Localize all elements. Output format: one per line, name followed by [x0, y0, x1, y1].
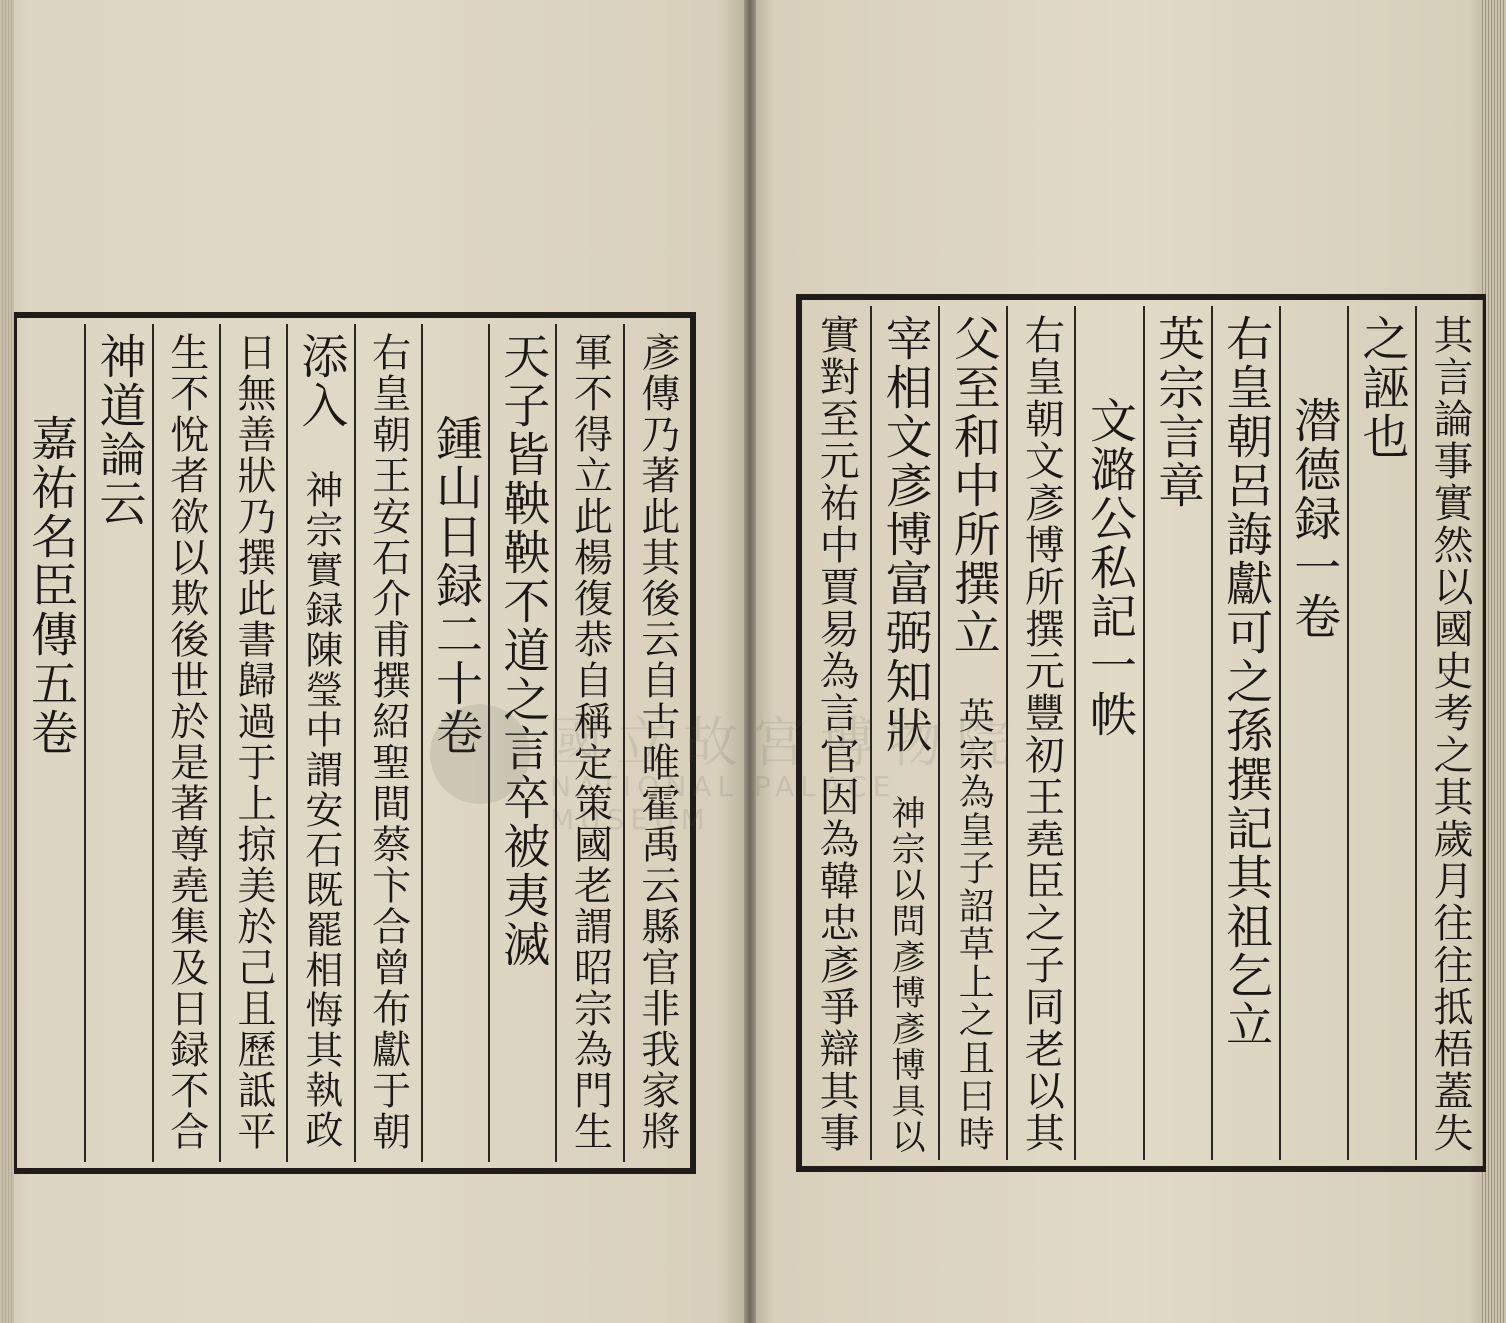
column-text: 其言論事實然以國史考之其歲月往往抵梧蓋失 — [1426, 314, 1473, 1154]
column-text: 軍不得立此楊復恭自稱定策國老謂昭宗為門生 — [567, 332, 613, 1152]
watermark-chinese: 國立故宮博物院 — [548, 711, 1024, 774]
column-text-indented: 鍾山日録二十卷 — [427, 414, 483, 757]
text-column — [1415, 306, 1483, 1160]
column-text-indented: 神宗實録陳瑩中謂安石既罷相悔其執政 — [298, 470, 343, 1150]
column-text: 右皇朝王安石介甫撰紹聖間蔡卞合曾布獻于朝 — [365, 332, 411, 1152]
text-column — [1279, 306, 1347, 1160]
column-text: 英宗言章 — [1150, 314, 1206, 510]
text-column — [219, 324, 286, 1162]
column-text: 天子皆鞅鞅不道之言卒被夷滅 — [495, 332, 551, 969]
column-text: 之誣也 — [1354, 314, 1410, 461]
column-text: 日無善狀乃撰此書歸過于上掠美於己且歷詆平 — [231, 332, 277, 1152]
column-text-indented: 英宗為皇子詔草上之且曰時 — [953, 697, 995, 1153]
column-text: 實對至元祐中賈易為言官因為韓忠彥爭辯其事 — [813, 314, 860, 1154]
museum-watermark — [430, 690, 1050, 836]
text-column — [84, 324, 151, 1162]
column-text-indented: 嘉祐名臣傳五卷 — [23, 414, 79, 757]
column-text: 右皇朝文彥博所撰元豐初王堯臣之子同老以其 — [1018, 314, 1065, 1154]
text-column — [1074, 306, 1142, 1160]
book-gutter — [744, 0, 756, 1323]
watermark-english: NATIONAL PALACE MUSEUM — [550, 770, 897, 836]
column-text: 父至和中所撰立 — [945, 314, 1001, 657]
seal-icon — [430, 704, 530, 804]
column-text-indented: 潜德録一卷 — [1286, 396, 1342, 641]
column-text: 右皇朝呂誨獻可之孫撰記其祖乞立 — [1218, 314, 1274, 1049]
column-text: 生不悅者欲以欺後世於是著尊堯集及日録不合 — [163, 332, 209, 1152]
column-text: 添入 — [293, 332, 349, 430]
text-column — [354, 324, 421, 1162]
column-text: 宰相文彥博富弼知狀 — [877, 314, 933, 755]
column-text: 神道論云 — [91, 332, 147, 528]
left-page-edge — [0, 0, 14, 1323]
column-text-indented: 文潞公私記一帙 — [1081, 396, 1137, 739]
text-column — [17, 324, 84, 1162]
column-text: 彥傳乃著此其後云自古唯霍禹云縣官非我家將 — [634, 332, 680, 1152]
text-column — [1347, 306, 1415, 1160]
text-column — [286, 324, 353, 1162]
column-text-indented: 神宗以問彥博彥博具以 — [885, 795, 926, 1155]
text-column — [1211, 306, 1279, 1160]
text-column — [152, 324, 219, 1162]
text-column — [1143, 306, 1211, 1160]
